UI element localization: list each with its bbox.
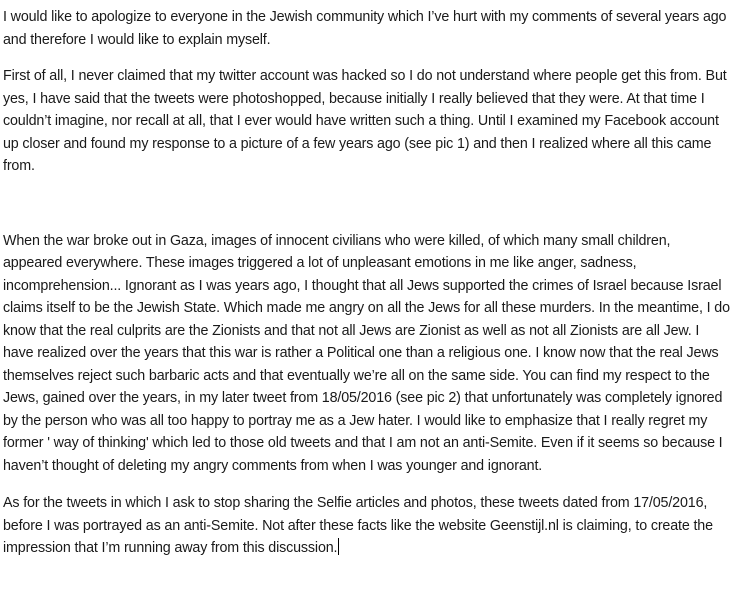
document-body[interactable]: [3, 6, 733, 560]
paragraph-selfie-tweets-text: As for the tweets in which I ask to stop sharing the Selfie articles and photos, these tweets dated from 17/05/2016, before I was portrayed as an anti-Semite. Not after these facts like the website Geenstijl.nl is claiming, to create the impression that I’m running away from this discussion.: [3, 495, 713, 556]
paragraph-gaza-war: When the war broke out in Gaza, images of innocent civilians who were killed, of which many small children, appeared everywhere. These images triggered a lot of unpleasant emotions in me like anger, sadness, incomprehension... Ignorant as I was years ago, I thought that all Jews supported the crimes of Israel because Israel claims itself to be the Jewish State. Which made me angry on all the Jews for all these murders. In the meantime, I do know that the real culprits are the Zionists and that not all Jews are Zionist as well as not all Zionists are all Jew. I have realized over the years that this war is rather a Political one than a religious one. I know now that the real Jews themselves reject such barbaric acts and that eventually we’re all on the same side. You can find my respect to the Jews, gained over the years, in my later tweet from 18/05/2016 (see pic 2) that unfortunately was completely ignored by the person who was all too happy to portray me as a Jew hater. I would like to emphasize that I really regret my former ' way of thinking' which led to those old tweets and that I am not an anti-Semite. Even if it seems so because I haven’t thought of deleting my angry comments from when I was younger and ignorant.: [3, 232, 730, 474]
paragraph-twitter-account: First of all, I never claimed that my twitter account was hacked so I do not understand where people get this from. But yes, I have said that the tweets were photoshopped, because initially I really believed that they were. At that time I couldn’t imagine, nor recall at all, that I ever would have written such a thing. Until I examined my Facebook account up closer and found my response to a picture of a few years ago (see pic 1) and then I realized where all this came from.: [3, 68, 727, 174]
paragraph-apology: I would like to apologize to everyone in the Jewish community which I’ve hurt with my comments of several years ago and therefore I would like to explain myself.: [3, 9, 727, 48]
text-cursor: [338, 538, 339, 555]
paragraph-selfie-tweets: [3, 492, 733, 560]
